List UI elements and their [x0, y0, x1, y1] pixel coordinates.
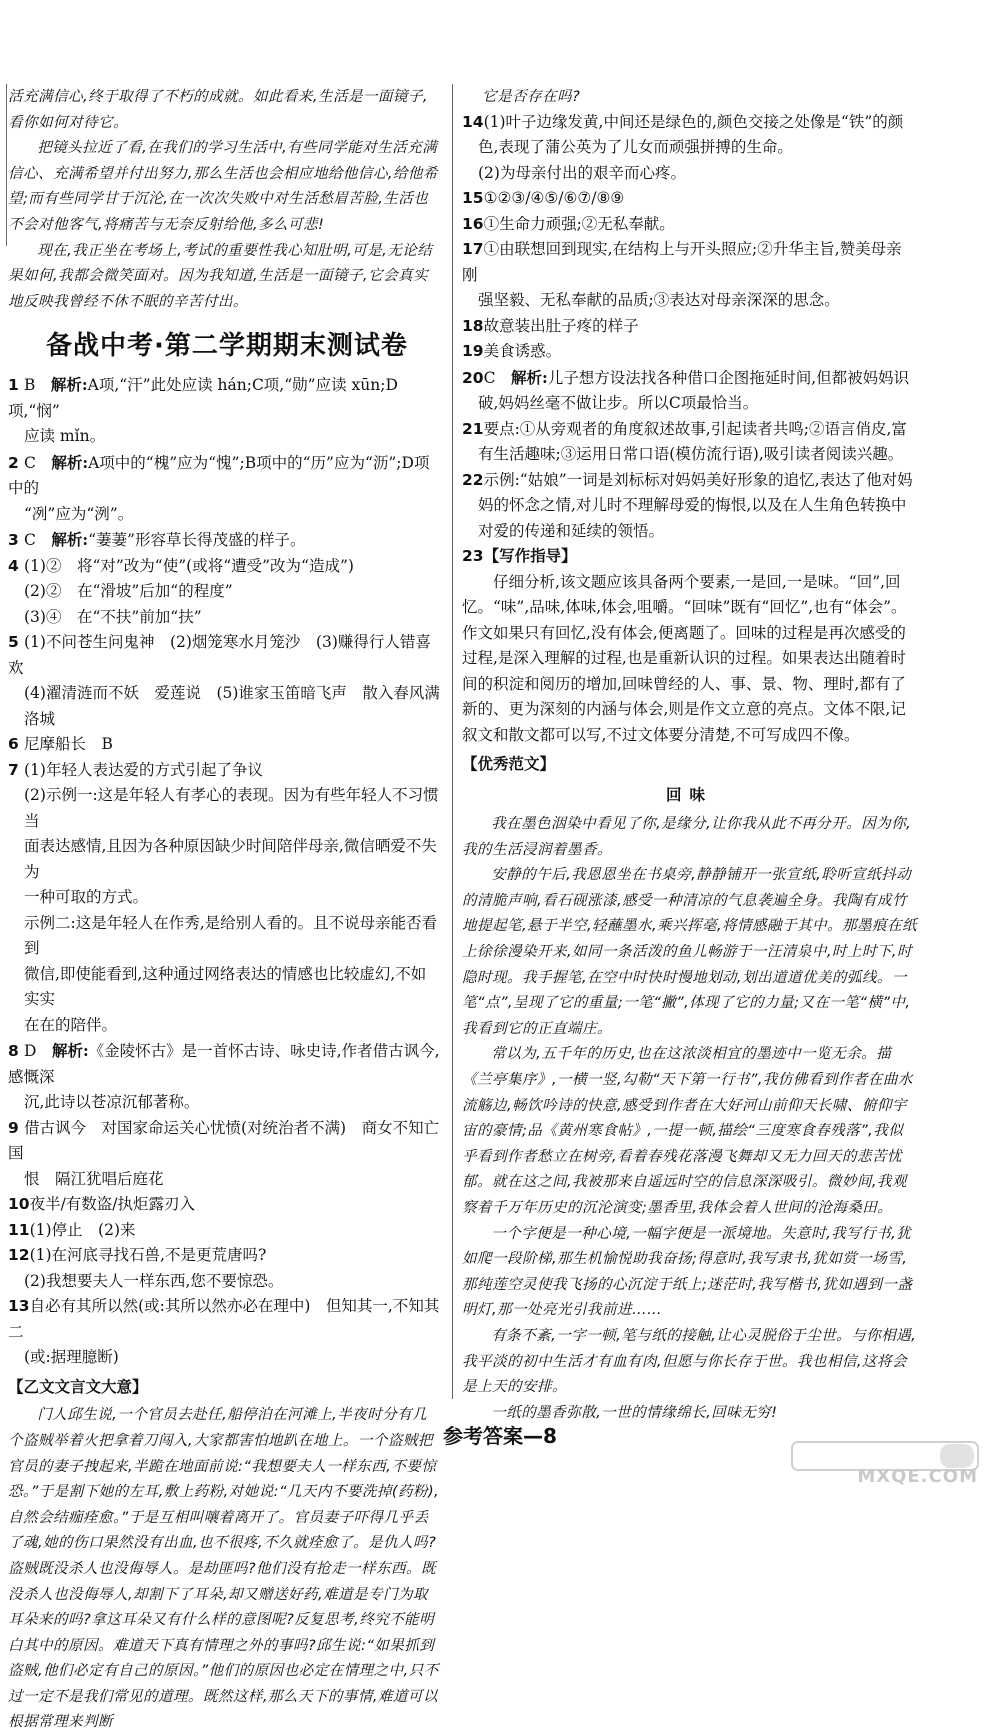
answer-text: 美食诱惑。 — [483, 342, 562, 361]
answer-text: C 解析:儿子想方设法找各种借口企图拖延时间,但都被妈妈识 — [483, 367, 910, 387]
answer-item-11 — [8, 1218, 440, 1244]
answer-text: 应读 mǐn。 — [24, 427, 106, 446]
answer-number: 19 — [462, 342, 484, 361]
answer-line — [8, 502, 440, 528]
answer-text: (4)濯清涟而不妖 爱莲说 (5)谁家玉笛暗飞声 散入春风满 — [24, 684, 440, 703]
answer-line — [8, 372, 440, 424]
answer-text: 故意装出肚子疼的样子 — [483, 316, 639, 335]
essay-continuation — [8, 84, 440, 314]
answer-line — [8, 962, 440, 1013]
writing-guide-text: 仔细分析,该文题应该具备两个要素,一是回,一是味。“回”,回忆。“味”,品味,体味,体会,咀嚼。“回味”既有“回忆”,也有“体会”。作文如果只有回忆,没有体会,便离题了。回味的过程是再次感受的过程,是深入理解的过程,也是重新认识的过程。如果表达出随着时间的积淀和阅历的增加,回味曾经的人、事、景、物、理时,都有了新的、更为深刻的内涵与体会,则是作文立意的亮点。文体不限,记叙文和散文都可以写,不过文体要分清楚,不可写成四不像。 — [462, 572, 907, 744]
answer-number: 18 — [462, 316, 484, 335]
answer-line — [8, 605, 440, 631]
answer-text: (2)② 在“滑坡”后加“的程度” — [24, 582, 233, 601]
answer-number: 4 — [8, 556, 19, 575]
answer-number: 11 — [8, 1220, 30, 1239]
answer-text: 示例二:这是年轻人在作秀,是给别人看的。且不说母亲能否看到 — [24, 913, 438, 958]
answer-text: 借古讽今 对国家命运关心忧愤(对统治者不满) 商女不知亡国 — [8, 1118, 440, 1163]
answer-text: “冽”应为“洌”。 — [24, 504, 134, 523]
answer-item-7 — [8, 758, 440, 1039]
answer-line — [8, 579, 440, 605]
answer-text: (1)年轻人表达爱的方式引起了争议 — [24, 760, 263, 779]
answer-line — [462, 339, 917, 365]
sample-essay-heading: 【优秀范文】 — [462, 755, 556, 774]
answer-text: ①②③/④⑤/⑥⑦/⑧⑨ — [483, 189, 625, 208]
answer-line — [8, 1218, 440, 1244]
answer-line — [462, 161, 917, 187]
answer-text: 一种可取的方式。 — [24, 888, 149, 907]
answer-line — [462, 288, 917, 314]
answer-item-6 — [8, 732, 440, 758]
answer-line — [462, 237, 917, 288]
answer-text: 洛城 — [24, 709, 56, 728]
answer-line — [462, 314, 917, 340]
answer-item-3 — [8, 527, 440, 554]
answer-number: 10 — [8, 1195, 30, 1214]
continued-line: 它是否存在吗? — [482, 88, 581, 105]
answer-text: 尼摩船长 B — [24, 735, 113, 754]
answer-text: 夜半/有数盗/执炬露刃入 — [29, 1195, 196, 1214]
answer-line — [462, 391, 917, 417]
answer-number: 8 — [8, 1042, 19, 1061]
answer-line — [462, 365, 917, 392]
answer-line — [8, 1038, 440, 1090]
left-margin-rule — [6, 84, 7, 246]
answer-line — [462, 442, 917, 468]
translation-heading: 【乙文文言文大意】 — [8, 1377, 148, 1396]
answer-line — [462, 468, 917, 494]
page-footer: 参考答案—8 — [443, 1424, 557, 1448]
answer-text: C 解析:A项中的“槐”应为“愧”;B项中的“历”应为“沥”;D项中的 — [8, 452, 430, 498]
answer-line — [8, 783, 440, 834]
answer-number: 16 — [462, 214, 484, 233]
answer-line — [8, 834, 440, 885]
answer-item-20 — [462, 365, 917, 417]
answer-item-22 — [462, 468, 917, 545]
answer-line — [8, 681, 440, 707]
essay-paragraph: 安静的午后,我恩恩坐在书桌旁,静静铺开一张宣纸,聆听宣纸抖动的清脆声响,看石砚涨漆,感受一种清凉的气息袭遍全身。我陶有成竹地提起笔,悬于半空,轻蘸墨水,乘兴挥毫,将情感融于其中。那墨痕在纸上徐徐漫染开来,如同一条活泼的鱼儿畅游于一汪清泉中,时上时下,时隐时现。我手握笔,在空中时快时慢地划动,划出道道优美的弧线。一笔“点”,呈现了它的重量;一笔“撇”,体现了它的力量;又在一笔“横”中,我看到它的正直端庄。 — [462, 866, 917, 1037]
sample-essay — [462, 811, 917, 1425]
intro-para: 现在,我正坐在考场上,考试的重要性我心知肚明,可是,无论结果如何,我都会微笑面对。因为我知道,生活是一面镜子,它会真实地反映我曾经不休不眠的辛苦付出。 — [8, 241, 433, 310]
answer-number: 12 — [8, 1246, 30, 1265]
answer-text: 有生活趣味;③运用日常口语(模仿流行语),吸引读者阅读兴趣。 — [478, 445, 904, 464]
answer-line — [462, 212, 917, 238]
essay-paragraph: 一个字便是一种心境,一幅字便是一派境地。失意时,我写行书,犹如爬一段阶梯,那生机愉悦助我奋扬;得意时,我写隶书,犹如赏一场雪,那纯莲空灵使我飞扬的心沉淀于纸上;迷茫时,我写楷书,犹如遇到一盏明灯,那一处亮光引我前进…… — [462, 1224, 913, 1319]
answer-text: (2)为母亲付出的艰辛而心疼。 — [478, 163, 686, 182]
answer-number: 20 — [462, 368, 484, 387]
answer-text: 色,表现了蒲公英为了儿女而顽强拼搏的生命。 — [478, 138, 793, 157]
answer-text: (1)不问苍生问鬼神 (2)烟笼寒水月笼沙 (3)赚得行人错喜欢 — [8, 633, 431, 677]
answer-text: (或:据理臆断) — [24, 1348, 119, 1367]
essay-paragraph: 我在墨色洇染中看见了你,是缘分,让你我从此不再分开。因为你,我的生活浸润着墨香。 — [462, 815, 912, 858]
answer-line — [8, 1345, 440, 1371]
column-divider — [452, 84, 453, 1399]
answer-item-2 — [8, 450, 440, 528]
answer-number: 14 — [462, 112, 484, 131]
answer-text: (2)示例一:这是年轻人有孝心的表现。因为有些年轻人不习惯当 — [24, 786, 439, 830]
answer-text: (1)停止 (2)来 — [29, 1220, 136, 1239]
answer-text: 沉,此诗以苍凉沉郁著称。 — [24, 1093, 200, 1112]
answer-item-10 — [8, 1192, 440, 1218]
answer-item-1 — [8, 372, 440, 450]
answer-line — [8, 630, 440, 681]
answer-item-12 — [8, 1243, 440, 1294]
answer-line — [8, 1192, 440, 1218]
answer-line — [8, 1269, 440, 1295]
answer-line — [8, 885, 440, 911]
answer-number: 22 — [462, 470, 484, 489]
answer-text: ①生命力顽强;②无私奉献。 — [483, 214, 675, 233]
answer-text: (1)在河底寻找石兽,不是更荒唐吗? — [29, 1246, 267, 1265]
answer-item-21 — [462, 417, 917, 468]
answer-line — [462, 186, 917, 212]
answer-line — [8, 1243, 440, 1269]
answer-item-19 — [462, 339, 917, 365]
answer-list-right — [462, 110, 917, 545]
section-title: 备战中考·第二学期期末测试卷 — [46, 331, 408, 362]
answer-text: (1)叶子边缘发黄,中间还是绿色的,颜色交接之处像是“铁”的颜 — [483, 112, 904, 131]
answer-text: (1)② 将“对”改为“使”(或将“遭受”改为“造成”) — [24, 556, 354, 575]
answer-line — [8, 1090, 440, 1116]
answer-line — [8, 1013, 440, 1039]
answer-text: 微信,即使能看到,这种通过网络表达的情感也比较虚幻,不如实实 — [24, 964, 427, 1009]
answer-item-14 — [462, 110, 917, 187]
answer-line — [8, 911, 440, 962]
answer-line — [8, 554, 440, 580]
answer-number: 15 — [462, 189, 484, 208]
answer-line — [462, 417, 917, 443]
answer-line — [8, 527, 440, 554]
intro-para: 活充满信心,终于取得了不朽的成就。如此看来,生活是一面镜子,看你如何对待它。 — [8, 88, 428, 131]
answer-number: 2 — [8, 453, 19, 472]
answer-line — [8, 1116, 440, 1167]
answer-text: 面表达感情,且因为各种原因缺少时间陪伴母亲,微信晒爱不失为 — [24, 837, 437, 881]
answer-text: 在在的陪伴。 — [24, 1015, 118, 1034]
answer-text: 破,妈妈丝毫不做让步。所以C项最恰当。 — [478, 394, 759, 413]
answer-number: 3 — [8, 531, 19, 550]
answer-text: 示例:“姑娘”一词是刘标标对妈妈美好形象的追忆,表达了他对妈 — [483, 470, 913, 489]
answer-line — [8, 424, 440, 450]
answer-item-4 — [8, 554, 440, 631]
answer-item-17 — [462, 237, 917, 314]
answer-line — [8, 707, 440, 733]
answer-number: 1 — [8, 376, 19, 395]
answer-text: (3)④ 在“不扶”前加“扶” — [24, 607, 202, 626]
answer-text: 要点:①从旁观者的角度叙述故事,引起读者共鸣;②语言俏皮,富 — [483, 419, 907, 438]
answer-text: (2)我想要夫人一样东西,您不要惊恐。 — [24, 1271, 284, 1290]
answer-line — [462, 110, 917, 136]
answer-line — [462, 493, 917, 519]
answer-item-13 — [8, 1294, 440, 1371]
answer-text: B 解析:A项,“汗”此处应读 hán;C项,“勋”应读 xūn;D项,“悯” — [8, 375, 398, 420]
answer-number: 9 — [8, 1118, 19, 1137]
answer-number: 7 — [8, 760, 19, 779]
answer-number: 17 — [462, 240, 484, 259]
answer-text: 自必有其所以然(或:其所以然亦必在理中) 但知其一,不知其二 — [8, 1297, 440, 1341]
essay-paragraph: 有条不紊,一字一顿,笔与纸的接触,让心灵脱俗于尘世。与你相遇,我平淡的初中生活才有血有肉,但愿与你长存于世。我也相信,这将会是上天的安排。 — [462, 1326, 917, 1396]
answer-item-15 — [462, 186, 917, 212]
answer-text: 恨 隔江犹唱后庭花 — [24, 1169, 164, 1188]
answer-line — [8, 450, 440, 502]
answer-item-18 — [462, 314, 917, 340]
answer-text: D 解析:《金陵怀古》是一首怀古诗、咏史诗,作者借古讽今,感慨深 — [8, 1041, 440, 1086]
answer-item-9 — [8, 1116, 440, 1193]
answer-item-23: 23【写作指导】 — [462, 547, 577, 566]
answer-line — [8, 758, 440, 784]
answer-text: 对爱的传递和延续的领悟。 — [478, 521, 665, 540]
answer-text: 妈的怀念之情,对儿时不理解母爱的悔恨,以及在人生角色转换中 — [478, 496, 907, 515]
translation-body — [8, 1402, 440, 1735]
answer-line — [8, 1294, 440, 1345]
answer-line — [8, 732, 440, 758]
essay-paragraph: 一纸的墨香弥散,一世的情缘绵长,回味无穷! — [491, 1403, 778, 1421]
answer-text: ①由联想回到现实,在结构上与开头照应;②升华主旨,赞美母亲刚 — [462, 240, 902, 284]
answer-line — [8, 1167, 440, 1193]
intro-para: 把镜头拉近了看,在我们的学习生活中,有些同学能对生活充满信心、充满希望并付出努力,那么生活也会相应地给他信心,给他希望;而有些同学甘于沉沦,在一次次失败中对生活愁眉苦脸,生活也不会对他客气,将痛苦与无奈反射给他,多么可悲! — [8, 139, 438, 233]
left-column — [8, 84, 440, 1735]
watermark-text: MXQE.COM — [857, 1466, 978, 1487]
answer-list-left — [8, 372, 440, 1371]
answer-number: 13 — [8, 1297, 30, 1316]
answer-number: 6 — [8, 735, 19, 754]
translation-text: 门人邱生说,一个官员去赴任,船停泊在河滩上,半夜时分有几个盗贼举着火把拿着刀闯入,大家都害怕地趴在地上。一个盗贼把官员的妻子拽起来,半跪在地面前说:“我想要夫人一样东西,不要惊恐。”于是割下她的左耳,敷上药粉,对她说:“几天内不要洗掉(药粉),自然会结痂痊愈。”于是互相叫嚷着离开了。官员妻子吓得几乎丢了魂,她的伤口果然没有出血,也不很疼,不久就痊愈了。是仇人吗?盗贼既没杀人也没侮辱人。是劫匪吗?他们没有抢走一样东西。既没杀人也没侮辱人,却割下了耳朵,却又赠送好药,难道是专门为取耳朵来的吗?拿这耳朵又有什么样的意图呢?反复思考,终究不能明白其中的原因。难道天下真有情理之外的事吗?邱生说:“如果抓到盗贼,他们必定有自己的原因。”他们的原因也必定在情理之中,只不过一定不是我们常见的道理。既然这样,那么天下的事情,难道可以根据常理来判断 — [8, 1406, 440, 1731]
essay-title: 回味 — [665, 784, 713, 804]
answer-text: 强坚毅、无私奉献的品质;③表达对母亲深深的思念。 — [478, 291, 840, 310]
answer-number: 5 — [8, 633, 19, 652]
answer-item-5 — [8, 630, 440, 732]
right-column — [462, 84, 917, 1425]
answer-line — [462, 519, 917, 545]
answer-item-16 — [462, 212, 917, 238]
answer-number: 21 — [462, 419, 484, 438]
answer-item-8 — [8, 1038, 440, 1116]
essay-paragraph: 常以为,五千年的历史,也在这浓淡相宜的墨迹中一览无余。描《兰亭集序》,一横一竖,勾勒“天下第一行书”,我仿佛看到作者在曲水流觞边,畅饮吟诗的快意,感受到作者在大好河山前仰天长啸、俯仰宇宙的豪情;品《黄州寒食帖》,一提一顿,描绘“三度寒食春残落”,我似乎看到作者愁立在树旁,看着春残花落漫飞舞却又无力回天的悲苦忧郁。就在这之间,我被那来自遥远时空的信息深深吸引。微妙间,我观察着千万年历史的沉沦演变;墨香里,我体会着人世间的沧海桑田。 — [462, 1045, 913, 1216]
answer-line — [462, 135, 917, 161]
answer-text: C 解析:“萋萋”形容草长得茂盛的样子。 — [24, 530, 306, 550]
